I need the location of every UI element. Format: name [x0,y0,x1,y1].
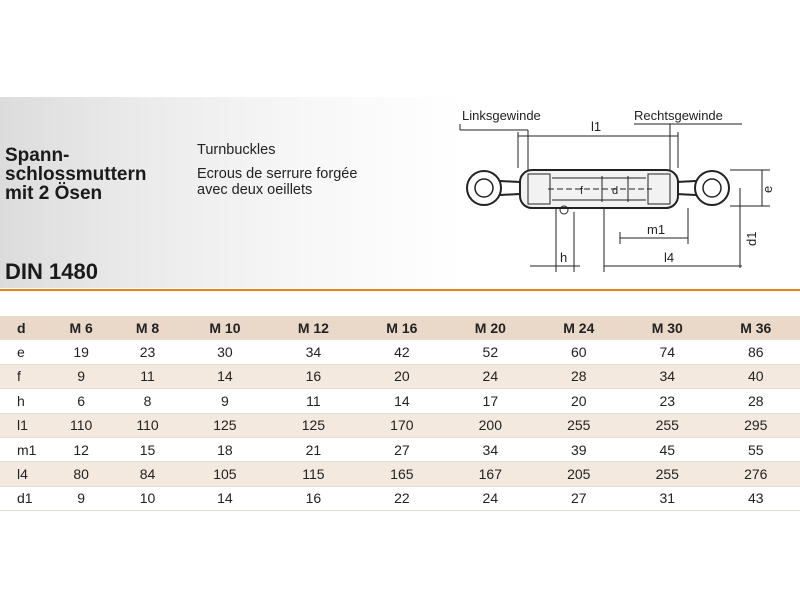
cell: 9 [77,490,86,507]
title-line: mit 2 Ösen [5,183,103,204]
product-description [197,142,357,198]
column-header: M 36 [712,316,800,340]
cell: 9 [48,364,114,388]
table-row [0,486,800,510]
left-eye [467,171,501,205]
cell: 14 [217,490,233,507]
title-line: schlossmuttern [5,164,147,185]
cell: 14 [394,392,410,409]
f-label: f [580,185,584,197]
cell: 80 [48,462,114,486]
d-label: d [612,185,619,197]
cell: 9 [221,392,229,409]
l4-label: l4 [664,250,675,265]
cell: 125 [269,413,357,437]
divider [0,289,800,291]
turnbuckle-diagram [450,104,790,284]
column-header: M 24 [535,316,623,340]
cell: 55 [747,441,764,458]
column-header: M 30 [623,316,711,340]
cell: 34 [482,441,499,458]
cell: 165 [358,462,446,486]
column-header: M 6 [48,316,114,340]
table-row [0,389,800,413]
cell: 52 [482,344,499,361]
cell: 18 [217,441,233,458]
cell: 84 [114,462,180,486]
table-row [0,437,800,461]
cell: 28 [747,392,764,409]
cell: 12 [73,441,89,458]
cell: 11 [306,392,321,409]
standard-label: DIN 1480 [5,259,98,284]
cell: 21 [305,441,322,458]
cell: 11 [114,364,180,388]
cell: 28 [535,364,623,388]
cell: 167 [446,462,534,486]
header-label: d [0,316,48,340]
cell: 170 [358,413,446,437]
column-header: M 10 [181,316,269,340]
cell: 105 [181,462,269,486]
cell: 40 [712,364,800,388]
row-label: d1 [17,490,33,507]
cell: 255 [623,462,711,486]
column-header: M 12 [269,316,357,340]
cell: 24 [482,490,499,507]
cell: 276 [712,462,800,486]
column-header: M 8 [114,316,180,340]
right-eye [695,171,729,205]
e-label: e [760,185,775,193]
cell: 16 [305,490,322,507]
cell: 34 [305,344,322,361]
description-french-line: Ecrous de serrure forgée [197,166,358,182]
cell: 255 [623,413,711,437]
description-french-line: avec deux oeillets [197,182,313,198]
cell: 23 [139,344,156,361]
cell: 6 [77,392,86,409]
cell: 255 [535,413,623,437]
table-row [0,462,800,486]
cell: 8 [143,392,152,409]
table-row [0,340,800,364]
cell: 20 [571,392,587,409]
l1-label: l1 [591,119,602,134]
table-header-row [0,316,800,340]
h-label: h [560,250,568,265]
title-line: Spann- [5,145,70,166]
cell: 43 [747,490,764,507]
cell: 23 [659,392,676,409]
description-english: Turnbuckles [197,142,276,158]
table-row [0,364,800,388]
cell: 14 [181,364,269,388]
column-header: M 16 [358,316,446,340]
left-thread-label: Linksgewinde [462,108,541,123]
row-label: e [17,344,25,361]
cell: 110 [48,413,114,437]
m1-label: m1 [647,222,666,237]
cell: 10 [139,490,156,507]
row-label: l4 [0,462,48,486]
row-label: l1 [0,413,48,437]
d1-label: d1 [744,231,759,246]
cell: 31 [659,490,676,507]
cell: 45 [659,441,676,458]
specification-table [0,316,800,511]
cell: 60 [571,344,587,361]
cell: 17 [482,392,499,409]
cell: 24 [446,364,534,388]
cell: 22 [394,490,410,507]
cell: 295 [712,413,800,437]
cell: 15 [139,441,156,458]
product-title-german [5,146,146,203]
cell: 42 [394,344,410,361]
row-label: m1 [17,441,37,458]
cell: 34 [623,364,711,388]
cell: 200 [446,413,534,437]
right-thread-label: Rechtsgewinde [634,108,723,123]
cell: 19 [73,344,89,361]
cell: 30 [217,344,233,361]
cell: 27 [571,490,587,507]
cell: 27 [394,441,410,458]
row-label: h [17,392,25,409]
cell: 125 [181,413,269,437]
table-row [0,413,800,437]
cell: 110 [114,413,180,437]
cell: 115 [269,462,357,486]
cell: 39 [571,441,587,458]
row-label: f [0,364,48,388]
column-header: M 20 [446,316,534,340]
cell: 16 [269,364,357,388]
cell: 86 [747,344,764,361]
cell: 74 [659,344,676,361]
cell: 20 [358,364,446,388]
cell: 205 [535,462,623,486]
